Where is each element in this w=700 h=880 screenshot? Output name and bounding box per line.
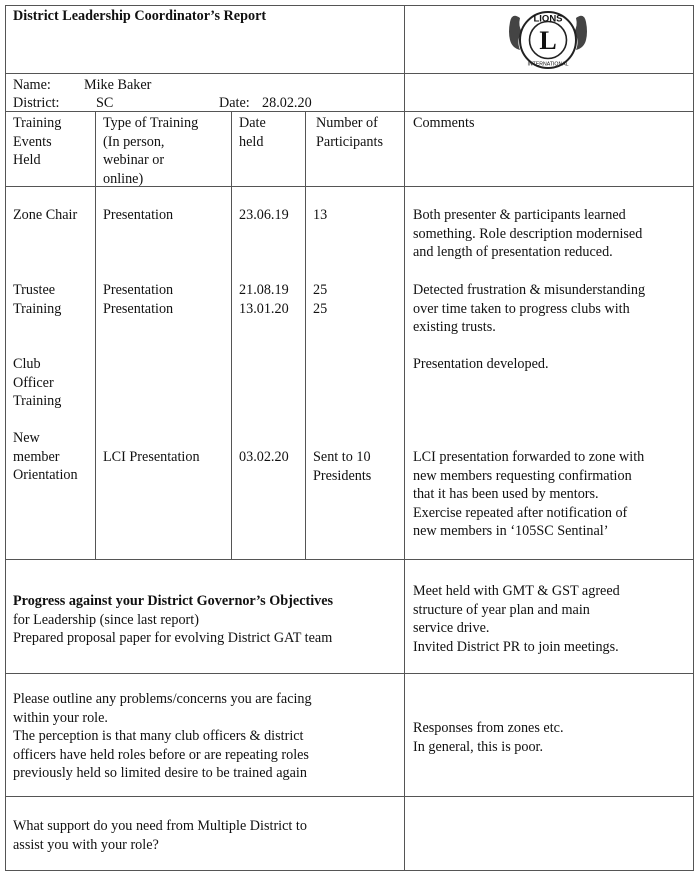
cell-line: LCI presentation forwarded to zone with bbox=[413, 449, 645, 465]
name-value: Mike Baker bbox=[84, 77, 152, 93]
problems-line: previously held so limited desire to be trained again bbox=[13, 765, 307, 781]
cell-line: Presentation developed. bbox=[413, 356, 549, 372]
row-trustee-date bbox=[239, 281, 289, 318]
cell-line: LCI Presentation bbox=[103, 449, 200, 465]
support-section bbox=[13, 817, 307, 854]
row-new-member-comments bbox=[413, 448, 644, 541]
header-events bbox=[13, 114, 61, 170]
problems-line: The perception is that many club officers & district bbox=[13, 728, 304, 744]
header-participants bbox=[316, 114, 383, 151]
table-border-right bbox=[693, 5, 694, 871]
cell-line: Detected frustration & misunderstanding bbox=[413, 282, 646, 298]
report-title: District Leadership Coordinator’s Report bbox=[13, 8, 267, 24]
cell-line: Presidents bbox=[313, 467, 372, 484]
header-line: held bbox=[239, 133, 264, 150]
cell-line: Officer bbox=[13, 374, 54, 391]
header-line: (In person, bbox=[103, 133, 165, 150]
problems-line: Please outline any problems/concerns you are facing bbox=[13, 691, 312, 707]
cell-line: new members requesting confirmation bbox=[413, 467, 632, 484]
cell-line: 25 bbox=[313, 300, 328, 317]
cell-line: that it has been used by mentors. bbox=[413, 486, 599, 502]
cell-line: Club bbox=[13, 356, 41, 372]
cell-line: over time taken to progress clubs with bbox=[413, 300, 630, 317]
cell-line: member bbox=[13, 448, 60, 465]
cell-line: Trustee bbox=[13, 282, 56, 298]
cell-line: 21.08.19 bbox=[239, 282, 289, 298]
progress-section bbox=[13, 592, 333, 648]
cell-line: New bbox=[13, 430, 40, 446]
problems-line: within your role. bbox=[13, 709, 108, 726]
cell-line: Meet held with GMT & GST agreed bbox=[413, 583, 620, 599]
header-line: online) bbox=[103, 170, 144, 187]
district-value: SC bbox=[96, 95, 114, 111]
date-label: Date: bbox=[219, 95, 250, 111]
row-trustee-type bbox=[103, 281, 173, 318]
header-date bbox=[239, 114, 266, 151]
cell-line: 03.02.20 bbox=[239, 449, 289, 465]
progress-comments bbox=[413, 582, 620, 656]
progress-line: for Leadership (since last report) bbox=[13, 611, 199, 628]
table-divider bbox=[5, 673, 694, 674]
header-line: Number of bbox=[316, 115, 378, 131]
header-line: Held bbox=[13, 152, 41, 168]
row-zone-chair-event bbox=[13, 206, 77, 225]
table-divider bbox=[5, 559, 694, 560]
date-value: 28.02.20 bbox=[262, 95, 312, 111]
support-line: assist you with your role? bbox=[13, 836, 159, 853]
cell-line: something. Role description modernised bbox=[413, 225, 643, 242]
cell-line: Sent to 10 bbox=[313, 449, 371, 465]
table-border-top bbox=[5, 5, 694, 6]
row-trustee-participants bbox=[313, 281, 327, 318]
row-zone-chair-type bbox=[103, 206, 173, 225]
cell-line: Training bbox=[13, 393, 62, 409]
row-zone-chair-date bbox=[239, 206, 289, 225]
row-club-officer-event bbox=[13, 355, 61, 411]
header-type bbox=[103, 114, 198, 188]
column-divider bbox=[404, 5, 405, 871]
cell-line: Responses from zones etc. bbox=[413, 720, 564, 736]
progress-heading: Progress against your District Governor’s Objectives bbox=[13, 593, 334, 609]
cell-line: Zone Chair bbox=[13, 207, 78, 223]
cell-line: service drive. bbox=[413, 620, 490, 636]
problems-section bbox=[13, 690, 312, 783]
header-line: Events bbox=[13, 133, 52, 150]
cell-line: 25 bbox=[313, 282, 328, 298]
header-line: Date bbox=[239, 115, 266, 131]
cell-line: Training bbox=[13, 300, 62, 317]
problems-comments bbox=[413, 719, 564, 756]
cell-line: existing trusts. bbox=[413, 319, 496, 335]
row-new-member-type bbox=[103, 448, 200, 467]
cell-line: structure of year plan and main bbox=[413, 601, 590, 618]
row-club-officer-comments bbox=[413, 355, 549, 374]
cell-line: Presentation bbox=[103, 300, 174, 317]
problems-line: officers have held roles before or are repeating roles bbox=[13, 746, 309, 763]
header-line: Type of Training bbox=[103, 115, 199, 131]
cell-line: Orientation bbox=[13, 467, 78, 483]
cell-line: 23.06.19 bbox=[239, 207, 289, 223]
cell-line: new members in ‘105SC Sentinal’ bbox=[413, 523, 609, 539]
support-line: What support do you need from Multiple District to bbox=[13, 818, 307, 834]
row-zone-chair-comments bbox=[413, 206, 642, 262]
column-divider bbox=[231, 111, 232, 559]
cell-line: Both presenter & participants learned bbox=[413, 207, 626, 223]
lions-international-logo-icon bbox=[506, 6, 590, 72]
table-divider bbox=[5, 796, 694, 797]
cell-line: Exercise repeated after notification of bbox=[413, 504, 628, 521]
row-new-member-participants bbox=[313, 448, 371, 485]
logo-text-bottom: INTERNATIONAL bbox=[527, 61, 569, 68]
table-divider bbox=[5, 73, 694, 74]
table-border-left bbox=[5, 5, 6, 871]
header-line: webinar or bbox=[103, 152, 165, 168]
logo-letter: L bbox=[539, 26, 557, 55]
row-new-member-date bbox=[239, 448, 289, 467]
logo-text-top: LIONS bbox=[533, 13, 563, 25]
cell-line: and length of presentation reduced. bbox=[413, 244, 613, 260]
name-label: Name: bbox=[13, 77, 51, 93]
row-trustee-event bbox=[13, 281, 61, 318]
cell-line: 13 bbox=[313, 207, 328, 223]
cell-line: Presentation bbox=[103, 207, 174, 223]
header-line: Participants bbox=[316, 133, 383, 150]
progress-line: Prepared proposal paper for evolving District GAT team bbox=[13, 630, 333, 646]
table-border-bottom bbox=[5, 870, 694, 871]
cell-line: Presentation bbox=[103, 282, 174, 298]
cell-line: 13.01.20 bbox=[239, 300, 289, 317]
cell-line: In general, this is poor. bbox=[413, 738, 544, 755]
row-zone-chair-participants bbox=[313, 206, 327, 225]
district-label: District: bbox=[13, 95, 60, 111]
row-new-member-event bbox=[13, 429, 78, 485]
row-trustee-comments bbox=[413, 281, 645, 337]
column-divider bbox=[305, 111, 306, 559]
header-comments: Comments bbox=[413, 115, 475, 131]
header-line: Training bbox=[13, 115, 62, 131]
column-divider bbox=[95, 111, 96, 559]
cell-line: Invited District PR to join meetings. bbox=[413, 638, 619, 655]
